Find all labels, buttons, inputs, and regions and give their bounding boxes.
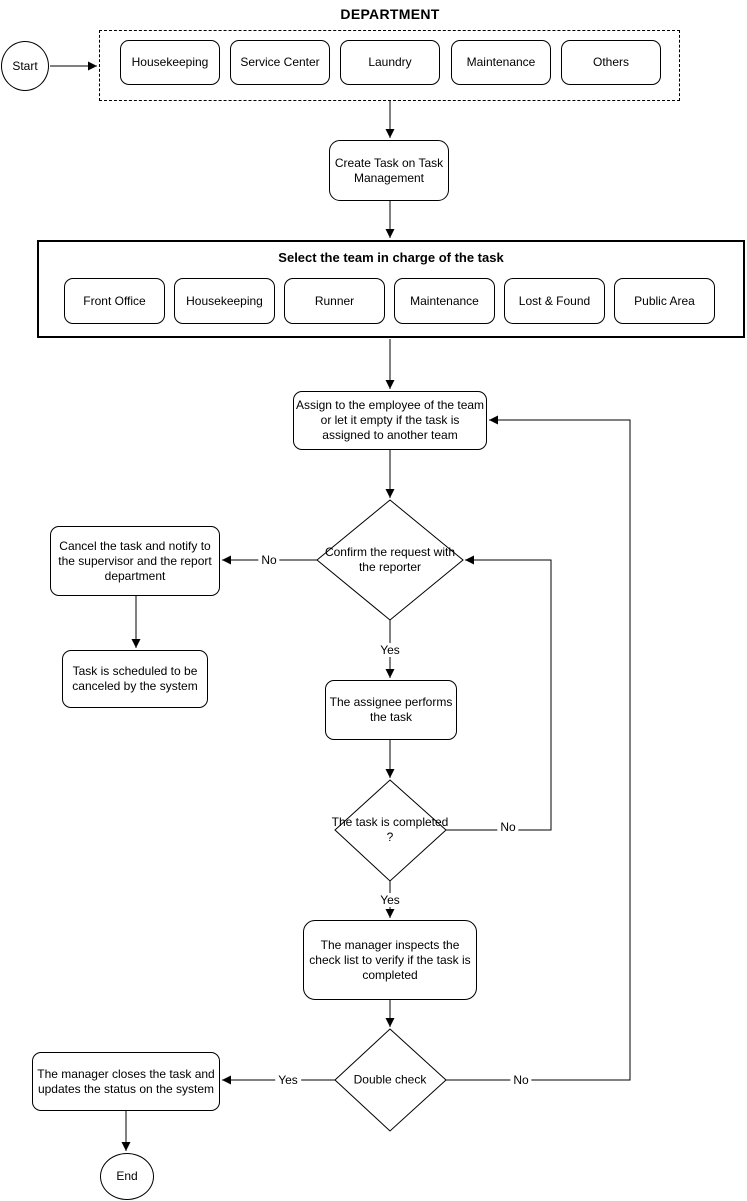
department-item-others: Others xyxy=(561,40,661,85)
decision-confirm-request-label: Confirm the request with the reporter xyxy=(324,545,456,574)
team-item-front-office: Front Office xyxy=(64,278,165,324)
team-item-maintenance: Maintenance xyxy=(394,278,495,324)
department-item-maintenance: Maintenance xyxy=(451,40,551,85)
edge-label-completed-yes: Yes xyxy=(377,893,403,907)
team-item-housekeeping: Housekeeping xyxy=(174,278,275,324)
process-manager-closes: The manager closes the task and updates the status on the system xyxy=(32,1052,220,1111)
team-select-group-title: Select the team in charge of the task xyxy=(278,250,504,265)
decision-task-completed-label: The task is completed ? xyxy=(331,815,449,844)
decision-double-check-label: Double check xyxy=(353,1072,427,1087)
team-item-runner: Runner xyxy=(284,278,385,324)
start-node: Start xyxy=(1,41,49,91)
team-item-public-area: Public Area xyxy=(614,278,715,324)
process-assign-employee: Assign to the employee of the team or let it empty if the task is assigned to another team xyxy=(293,391,487,450)
edge-label-confirm-yes: Yes xyxy=(377,643,403,657)
team-item-lost-and-found: Lost & Found xyxy=(504,278,605,324)
department-item-laundry: Laundry xyxy=(340,40,440,85)
process-manager-inspects: The manager inspects the check list to verify if the task is completed xyxy=(303,920,477,1000)
end-node: End xyxy=(100,1153,154,1200)
diagram-title: DEPARTMENT xyxy=(340,6,440,22)
process-task-scheduled: Task is scheduled to be canceled by the system xyxy=(62,650,208,708)
department-item-service-center: Service Center xyxy=(230,40,330,85)
edge-completed-no-loop-to-confirm xyxy=(446,560,551,830)
edge-label-double-check-no: No xyxy=(510,1073,531,1087)
edge-label-double-check-yes: Yes xyxy=(275,1073,301,1087)
process-cancel-task: Cancel the task and notify to the supervisor and the report department xyxy=(50,526,220,596)
edge-label-confirm-no: No xyxy=(258,553,279,567)
edge-label-completed-no: No xyxy=(497,820,518,834)
process-assignee-performs: The assignee performs the task xyxy=(325,680,457,740)
process-create-task: Create Task on Task Management xyxy=(329,140,449,201)
department-item-housekeeping: Housekeeping xyxy=(120,40,220,85)
